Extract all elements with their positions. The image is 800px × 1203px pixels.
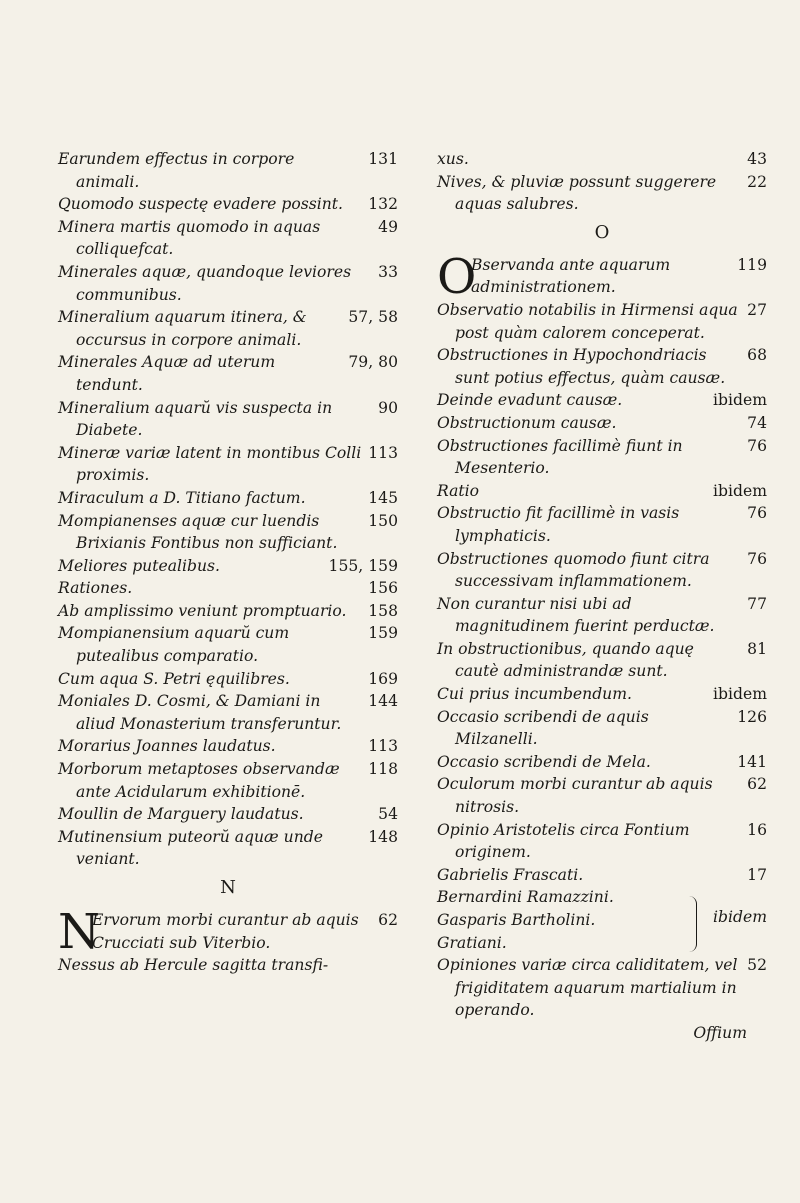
- entry-page: 118: [368, 760, 398, 779]
- brace-group: [437, 886, 767, 954]
- entry-page: 76: [747, 436, 767, 455]
- index-entry: [437, 819, 767, 864]
- index-entry: [58, 758, 398, 803]
- left-entries-bottom: [58, 954, 398, 977]
- index-entry: [437, 389, 767, 412]
- index-entry: [58, 622, 398, 667]
- index-entry: [437, 773, 767, 818]
- entry-page: 79, 80: [348, 353, 398, 372]
- index-entry: [58, 306, 398, 351]
- entry-page: ibidem: [713, 481, 767, 500]
- index-entry: [58, 261, 398, 306]
- entry-page: 62: [747, 775, 767, 794]
- entry-page: 62: [378, 911, 398, 929]
- entry-page: 169: [368, 669, 398, 688]
- entry-page: 90: [378, 398, 398, 417]
- catchword: Offium: [693, 1023, 747, 1042]
- entry-text: Earundem effectus in corpore animali.: [58, 150, 295, 191]
- entry-text: Ab amplissimo veniunt promptuario.: [58, 601, 347, 620]
- entry-text: Mompianensium aquarŭ cum putealibus comparatio.: [58, 624, 290, 666]
- index-entry: [58, 826, 398, 871]
- entry-page: 155, 159: [328, 556, 398, 575]
- entry-text: xus.: [437, 150, 469, 168]
- entry-page: 27: [747, 300, 767, 319]
- brace-item: Gasparis Bartholini.: [437, 911, 596, 929]
- index-entry: [437, 412, 767, 435]
- entry-text: Opiniones variæ circa caliditatem, vel frigiditatem aquarum martialium in operando.: [437, 956, 738, 1020]
- dropcap-n: N: [58, 904, 100, 960]
- initial-entry-o: [437, 248, 767, 305]
- entry-page: 52: [747, 956, 767, 975]
- entry-page: 68: [747, 346, 767, 365]
- entry-text: Cui prius incumbendum.: [437, 685, 632, 704]
- entry-text: Minerales Aquæ ad uterum tendunt.: [58, 353, 276, 394]
- entry-text: Deinde evadunt causæ.: [437, 391, 623, 410]
- entry-text: Nives, & pluviæ possunt suggerere aquas salubres.: [437, 172, 717, 214]
- brace-item: Gratiani.: [437, 933, 507, 952]
- entry-text: Mineralium aquarŭ vis suspecta in Diabete.: [58, 398, 333, 440]
- letter-heading-n: N: [220, 877, 236, 898]
- index-entry: [58, 803, 398, 826]
- entry-text: Oculorum morbi curantur ab aquis nitrosis.: [437, 775, 713, 817]
- left-entries-top: [58, 148, 398, 871]
- index-entry: [437, 954, 767, 1022]
- entry-page: 131: [368, 150, 398, 168]
- entry-text: Obstructiones in Hypochondriacis sunt potius effectus, quàm causæ.: [437, 346, 726, 387]
- entry-text: Occasio scribendi de aquis Milzanelli.: [437, 707, 649, 749]
- entry-page: 148: [368, 827, 398, 846]
- entry-text: Ratio: [437, 481, 480, 500]
- index-entry: [58, 351, 398, 396]
- right-column: [437, 148, 767, 1045]
- index-entry: [58, 397, 398, 442]
- index-entry: [58, 216, 398, 261]
- right-entries-mid: [437, 299, 767, 886]
- index-entry: [58, 148, 398, 193]
- entry-text: Bservanda ante aquarum administrationem.: [471, 255, 671, 297]
- entry-page: 158: [368, 601, 398, 620]
- index-entry: [58, 510, 398, 555]
- entry-page: 76: [747, 549, 767, 568]
- entry-text: Obstructiones facillimè fiunt in Mesenterio.: [437, 436, 683, 478]
- entry-text: Nessus ab Hercule sagitta transfi-: [58, 956, 329, 975]
- entry-page: 57, 58: [348, 308, 398, 327]
- entry-text: Quomodo suspectę evadere possint.: [58, 195, 343, 214]
- index-entry: [58, 668, 398, 691]
- index-entry: [437, 435, 767, 480]
- index-entry: [437, 502, 767, 547]
- entry-text: Mineralium aquarum itinera, & occursus in corpore animali.: [58, 308, 307, 349]
- entry-text: Moniales D. Cosmi, & Damiani in aliud Monasterium transferuntur.: [58, 692, 342, 733]
- entry-page: 159: [368, 624, 398, 643]
- entry-page: 145: [368, 488, 398, 507]
- entry-page: 150: [368, 511, 398, 530]
- dropcap-o: O: [437, 248, 477, 305]
- entry-page: 17: [747, 865, 767, 884]
- index-entry: [437, 638, 767, 683]
- index-entry: [437, 751, 767, 774]
- entry-text: Miraculum a D. Titiano factum.: [58, 488, 306, 507]
- letter-heading-o: O: [594, 221, 610, 243]
- index-entry: [58, 577, 398, 600]
- index-entry: [437, 299, 767, 344]
- index-entry: [58, 555, 398, 578]
- entry-text: Occasio scribendi de Mela.: [437, 752, 651, 771]
- brace-item: Bernardini Ramazzini.: [437, 888, 614, 907]
- entry-text: Mineræ variæ latent in montibus Colli proximis.: [58, 443, 362, 485]
- entry-page: 49: [378, 217, 398, 236]
- entry-page: 16: [747, 820, 767, 839]
- index-entry: [437, 171, 767, 216]
- entry-page: 77: [747, 594, 767, 613]
- index-entry: [437, 864, 767, 887]
- right-entries-top: [437, 171, 767, 216]
- curly-brace: [686, 896, 697, 952]
- entry-page: 54: [378, 805, 398, 824]
- entry-text: Mompianenses aquæ cur luendis Brixianis Fontibus non sufficiant.: [58, 511, 338, 553]
- continued-entry: [437, 148, 767, 171]
- entry-text: Opinio Aristotelis circa Fontium originem.: [437, 820, 690, 862]
- entry-text: Morborum metaptoses observandæ ante Acidularum exhibitionē.: [58, 760, 340, 801]
- entry-text: Minerales aquæ, quandoque leviores communibus.: [58, 262, 352, 304]
- entry-page: ibidem: [713, 391, 767, 410]
- entry-text: In obstructionibus, quando aquę cautè administrandæ sunt.: [437, 639, 694, 681]
- initial-entry-n: [58, 904, 398, 960]
- entry-page: 126: [737, 707, 767, 726]
- index-entry: [437, 683, 767, 706]
- index-entry: [58, 600, 398, 623]
- brace-label: ibidem: [713, 908, 767, 927]
- entry-text: Minera martis quomodo in aquas colliquefcat.: [58, 217, 321, 259]
- index-entry: [437, 548, 767, 593]
- entry-page: 22: [747, 172, 767, 191]
- entry-text: Cum aqua S. Petri ęquilibres.: [58, 669, 290, 688]
- entry-page: 81: [747, 639, 767, 658]
- entry-page: 33: [378, 262, 398, 281]
- entry-text: Non curantur nisi ubi ad magnitudinem fuerint perductæ.: [437, 594, 715, 636]
- index-entry: [437, 480, 767, 503]
- index-entry: [58, 690, 398, 735]
- entry-text: Rationes.: [58, 579, 133, 598]
- entry-text: Observatio notabilis in Hirmensi aqua post quàm calorem conceperat.: [437, 300, 738, 342]
- entry-page: ibidem: [713, 685, 767, 704]
- index-entry: [58, 735, 398, 758]
- entry-text: Obstructionum causæ.: [437, 413, 617, 432]
- entry-page: 132: [368, 195, 398, 214]
- index-entry: [437, 593, 767, 638]
- entry-text: Mutinensium puteorŭ aquæ unde veniant.: [58, 827, 323, 869]
- entry-page: 119: [737, 255, 767, 274]
- left-column: [58, 148, 398, 977]
- entry-text: Ervorum morbi curantur ab aquis Crucciati sub Viterbio.: [92, 911, 359, 952]
- entry-page: 113: [368, 443, 398, 462]
- entry-page: 76: [747, 504, 767, 523]
- entry-page: 144: [368, 692, 398, 711]
- entry-text: Meliores putealibus.: [58, 556, 220, 575]
- entry-page: 74: [747, 413, 767, 432]
- entry-page: 113: [368, 737, 398, 756]
- index-entry: [58, 487, 398, 510]
- entry-page: 43: [747, 150, 767, 168]
- index-entry: [58, 442, 398, 487]
- right-entries-bottom: [437, 954, 767, 1022]
- entry-text: Obstructiones quomodo fiunt citra successivam inflammationem.: [437, 549, 710, 591]
- entry-text: Obstructio fit facillimè in vasis lymphaticis.: [437, 504, 680, 545]
- entry-page: 156: [368, 579, 398, 598]
- index-entry: [58, 954, 398, 977]
- entry-text: Morarius Joannes laudatus.: [58, 737, 276, 756]
- index-entry: [437, 706, 767, 751]
- entry-page: 141: [737, 752, 767, 771]
- index-entry: [437, 344, 767, 389]
- index-entry: [58, 193, 398, 216]
- entry-text: Gabrielis Frascati.: [437, 865, 584, 884]
- entry-text: Moullin de Marguery laudatus.: [58, 805, 304, 824]
